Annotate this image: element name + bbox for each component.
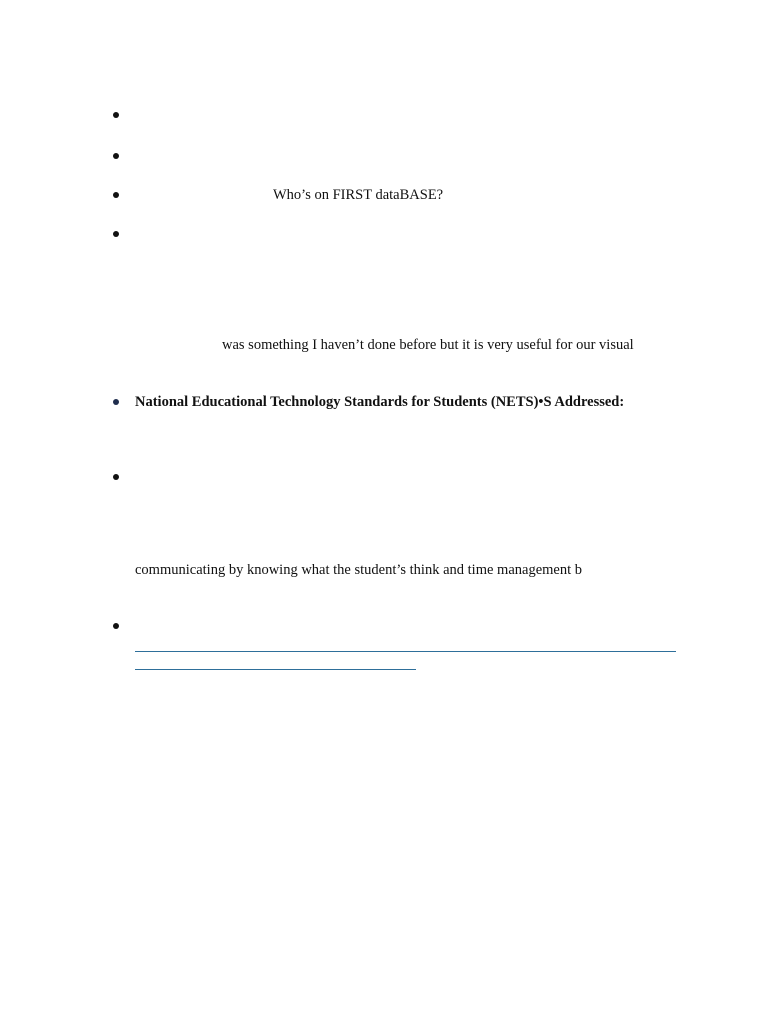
bullet-1	[113, 112, 119, 118]
hyperlink-underline-1[interactable]	[135, 651, 676, 652]
document-title-line: Who’s on FIRST dataBASE?	[273, 187, 444, 203]
bullet-5	[113, 399, 119, 405]
reflection-line: was something I haven’t done before but it is very useful for our visual	[222, 337, 634, 353]
communication-line: communicating by knowing what the student’s think and time management b	[135, 562, 583, 578]
bullet-7	[113, 623, 119, 629]
bullet-3	[113, 192, 119, 198]
bullet-2	[113, 153, 119, 159]
bullet-6	[113, 474, 119, 480]
hyperlink-underline-2[interactable]	[135, 669, 416, 670]
standards-heading: National Educational Technology Standards for Students (NETS)•S Addressed:	[135, 394, 625, 410]
bullet-4	[113, 231, 119, 237]
